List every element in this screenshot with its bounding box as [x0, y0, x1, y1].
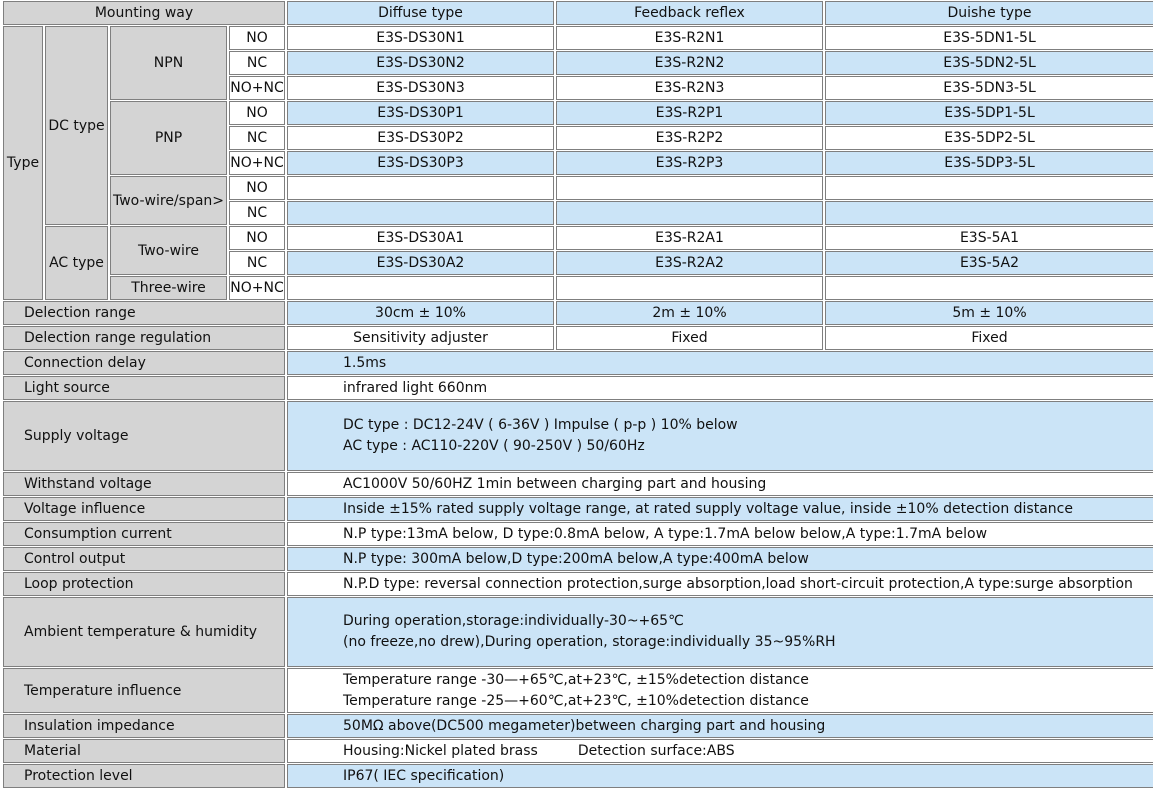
withstand-voltage-label: Withstand voltage [3, 472, 285, 496]
empty-cell [287, 176, 554, 200]
light-source-label: Light source [3, 376, 285, 400]
consumption-current-label: Consumption current [3, 522, 285, 546]
output-nc: NC [229, 201, 285, 225]
model-cell: E3S-R2P2 [556, 126, 823, 150]
model-cell: E3S-5DN3-5L [825, 76, 1153, 100]
three-wire-label: Three-wire [110, 276, 227, 300]
empty-cell [556, 276, 823, 300]
empty-cell [825, 176, 1153, 200]
ambient-line-1: During operation,storage:individually-30~+65℃ [343, 613, 684, 629]
spec-table [3, 1, 1150, 784]
control-output-value: N.P type: 300mA below,D type:200mA below,A type:400mA below [287, 547, 1153, 571]
model-cell: E3S-R2A2 [556, 251, 823, 275]
model-cell: E3S-DS30P1 [287, 101, 554, 125]
empty-cell [825, 276, 1153, 300]
output-no: NO [229, 26, 285, 50]
range-regulation-value: Sensitivity adjuster [287, 326, 554, 350]
output-no: NO [229, 226, 285, 250]
loop-protection-value: N.P.D type: reversal connection protection,surge absorption,load short-circuit protection,A type:surge absorption [287, 572, 1153, 596]
material-label: Material [3, 739, 285, 763]
header-feedback-reflex: Feedback reflex [556, 1, 823, 25]
temperature-influence-value [287, 668, 1153, 713]
detection-range-label: Delection range [3, 301, 285, 325]
ac-type-label: AC type [45, 226, 108, 300]
ambient-label: Ambient temperature & humidity [3, 597, 285, 667]
model-cell: E3S-DS30N2 [287, 51, 554, 75]
model-cell: E3S-DS30N3 [287, 76, 554, 100]
loop-protection-label: Loop protection [3, 572, 285, 596]
npn-label: NPN [110, 26, 227, 100]
output-nc: NC [229, 51, 285, 75]
output-no-nc: NO+NC [229, 151, 285, 175]
model-cell: E3S-R2P1 [556, 101, 823, 125]
model-cell: E3S-5A1 [825, 226, 1153, 250]
ambient-value [287, 597, 1153, 667]
insulation-value: 50MΩ above(DC500 megameter)between charging part and housing [287, 714, 1153, 738]
model-cell: E3S-DS30N1 [287, 26, 554, 50]
connection-delay-label: Connection delay [3, 351, 285, 375]
range-regulation-label: Delection range regulation [3, 326, 285, 350]
empty-cell [287, 201, 554, 225]
output-no-nc: NO+NC [229, 76, 285, 100]
temperature-line-2: Temperature range -25—+60℃,at+23℃, ±10%detection distance [343, 692, 809, 709]
range-regulation-value: Fixed [825, 326, 1153, 350]
protection-level-value: IP67( IEC specification) [287, 764, 1153, 788]
model-cell: E3S-R2N3 [556, 76, 823, 100]
model-cell: E3S-R2N2 [556, 51, 823, 75]
empty-cell [556, 201, 823, 225]
material-housing: Housing:Nickel plated brass [343, 743, 538, 759]
pnp-label: PNP [110, 101, 227, 175]
two-wire-label: Two-wire [110, 226, 227, 275]
model-cell: E3S-R2A1 [556, 226, 823, 250]
model-cell: E3S-5A2 [825, 251, 1153, 275]
model-cell: E3S-DS30A2 [287, 251, 554, 275]
ambient-line-2: (no freeze,no drew),During operation, storage:individually 35~95%RH [343, 634, 836, 650]
empty-cell [556, 176, 823, 200]
output-no-nc: NO+NC [229, 276, 285, 300]
supply-voltage-value [287, 401, 1153, 471]
output-no: NO [229, 101, 285, 125]
temperature-line-1: Temperature range -30—+65℃,at+23℃, ±15%detection distance [343, 671, 809, 688]
model-cell: E3S-5DP1-5L [825, 101, 1153, 125]
model-cell: E3S-5DP2-5L [825, 126, 1153, 150]
model-cell: E3S-DS30A1 [287, 226, 554, 250]
supply-voltage-ac: AC type : AC110-220V ( 90-250V ) 50/60Hz [343, 438, 645, 454]
model-cell: E3S-5DN1-5L [825, 26, 1153, 50]
model-cell: E3S-DS30P3 [287, 151, 554, 175]
voltage-influence-label: Voltage influence [3, 497, 285, 521]
model-cell: E3S-5DN2-5L [825, 51, 1153, 75]
model-cell: E3S-R2P3 [556, 151, 823, 175]
detection-range-value: 30cm ± 10% [287, 301, 554, 325]
material-value [287, 739, 1153, 763]
material-surface: Detection surface:ABS [577, 743, 735, 759]
control-output-label: Control output [3, 547, 285, 571]
output-no: NO [229, 176, 285, 200]
detection-range-value: 2m ± 10% [556, 301, 823, 325]
protection-level-label: Protection level [3, 764, 285, 788]
output-nc: NC [229, 251, 285, 275]
header-duishe-type: Duishe type [825, 1, 1153, 25]
two-wire-span-label: Two-wire/span> [110, 176, 227, 225]
consumption-current-value: N.P type:13mA below, D type:0.8mA below, A type:1.7mA below below,A type:1.7mA below [287, 522, 1153, 546]
dc-type-label: DC type [45, 26, 108, 225]
supply-voltage-dc: DC type : DC12-24V ( 6-36V ) Impulse ( p-p ) 10% below [343, 417, 738, 433]
output-nc: NC [229, 126, 285, 150]
detection-range-value: 5m ± 10% [825, 301, 1153, 325]
type-label: Type [3, 26, 43, 300]
header-diffuse-type: Diffuse type [287, 1, 554, 25]
voltage-influence-value: Inside ±15% rated supply voltage range, at rated supply voltage value, inside ±10% detection distance [287, 497, 1153, 521]
supply-voltage-label: Supply voltage [3, 401, 285, 471]
model-cell: E3S-5DP3-5L [825, 151, 1153, 175]
insulation-label: Insulation impedance [3, 714, 285, 738]
empty-cell [825, 201, 1153, 225]
withstand-voltage-value: AC1000V 50/60HZ 1min between charging part and housing [287, 472, 1153, 496]
header-mounting-way: Mounting way [3, 1, 285, 25]
empty-cell [287, 276, 554, 300]
connection-delay-value: 1.5ms [287, 351, 1153, 375]
temperature-influence-label: Temperature influence [3, 668, 285, 713]
range-regulation-value: Fixed [556, 326, 823, 350]
model-cell: E3S-DS30P2 [287, 126, 554, 150]
light-source-value: infrared light 660nm [287, 376, 1153, 400]
model-cell: E3S-R2N1 [556, 26, 823, 50]
